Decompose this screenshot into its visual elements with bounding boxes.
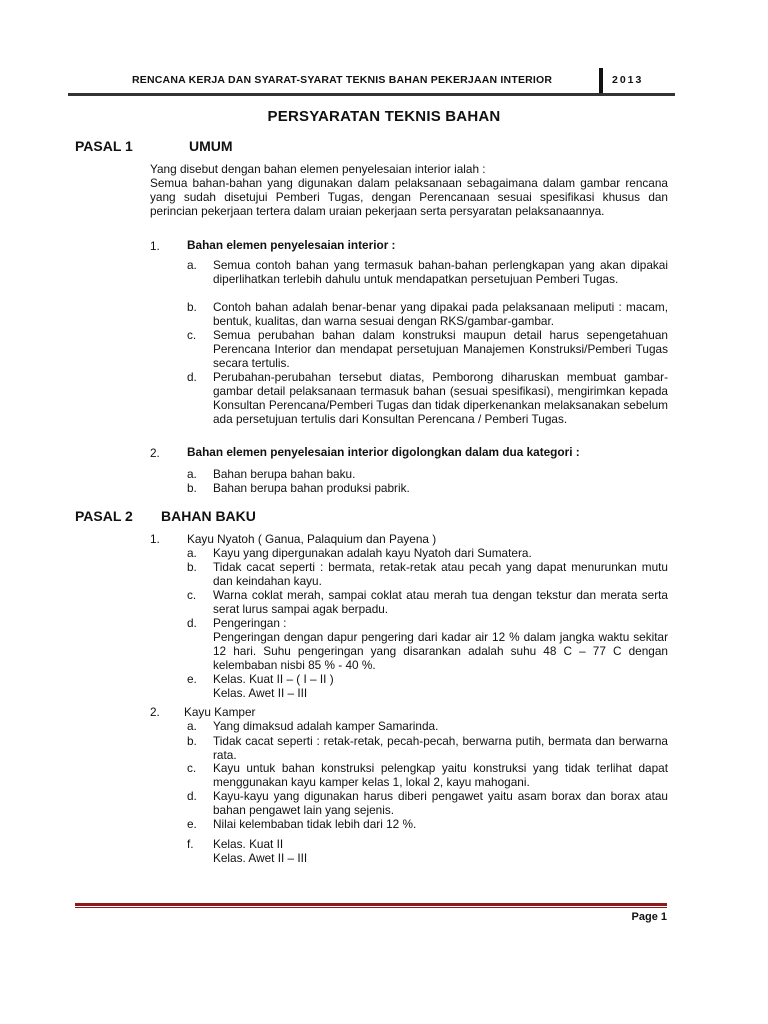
- pasal-2-name: BAHAN BAKU: [161, 508, 256, 524]
- footer-rule: [75, 903, 667, 906]
- pasal-1-number: PASAL 1: [75, 138, 133, 154]
- pasal-1-item-1-b-letter: b.: [187, 300, 197, 314]
- header-rule: [68, 93, 675, 96]
- pasal-1-item-1-b-text: Contoh bahan adalah benar-benar yang dipakai pada pelaksanaan meliputi : macam, bentuk, kualitas, dan warna sesuai dengan RKS/gambar-gambar.: [213, 300, 668, 328]
- pasal-2-item-2-f-line-1: Kelas. Kuat II: [213, 837, 284, 851]
- pasal-2-item-1-heading: Kayu Nyatoh ( Ganua, Palaquium dan Payena ): [187, 532, 437, 546]
- pasal-2-item-1-b-text: Tidak cacat seperti : bermata, retak-retak atau pecah yang dapat menurunkan mutu dan keindahan kayu.: [213, 560, 668, 588]
- pasal-1-item-1-c-letter: c.: [187, 328, 197, 342]
- pasal-1-item-1-d-text: Perubahan-perubahan tersebut diatas, Pemborong diharuskan membuat gambar-gambar detail pelaksanaan termasuk bahan (sesuai spesifikasi), mengirimkan kepada Konsultan Perencana/Pemberi Tugas dan tidak diperkenankan melaksanakan sebelum ada persetujuan tertulis dari Konsultan Perencana / Pemberi Tugas.: [213, 370, 668, 426]
- pasal-2-item-1-e-letter: e.: [187, 672, 197, 686]
- pasal-2-item-2-e-letter: e.: [187, 817, 197, 831]
- pasal-2-item-1-b-letter: b.: [187, 560, 197, 574]
- header-title: RENCANA KERJA DAN SYARAT-SYARAT TEKNIS BAHAN PEKERJAAN INTERIOR: [132, 74, 553, 86]
- pasal-1-intro-1: Yang disebut dengan bahan elemen penyelesaian interior ialah :: [150, 162, 486, 176]
- header-year: 2013: [612, 74, 644, 86]
- pasal-1-item-2-a-text: Bahan berupa bahan baku.: [213, 467, 356, 481]
- pasal-2-item-1-e-line-2: Kelas. Awet II – III: [213, 686, 308, 700]
- pasal-2-item-1-c-letter: c.: [187, 588, 197, 602]
- pasal-2-item-2-heading: Kayu Kamper: [184, 705, 256, 719]
- pasal-1-item-1-heading: Bahan elemen penyelesaian interior :: [187, 238, 396, 252]
- pasal-2-item-1-d-letter: d.: [187, 616, 197, 630]
- pasal-2-item-2-a-text: Yang dimaksud adalah kamper Samarinda.: [213, 719, 439, 733]
- pasal-1-item-1-a-letter: a.: [187, 258, 197, 272]
- pasal-1-item-2-a-letter: a.: [187, 467, 197, 481]
- pasal-2-item-1-d-text: Pengeringan dengan dapur pengering dari kadar air 12 % dalam jangka waktu sekitar 12 hari. Suhu pengeringan yang disarankan adalah suhu 48 C – 77 C dengan kelembaban nisbi 85 % - 40 %.: [213, 630, 668, 672]
- pasal-2-item-2-b-text: Tidak cacat seperti : retak-retak, pecah-pecah, berwarna putih, bermata dan berwarna rata.: [213, 734, 668, 762]
- pasal-1-item-2-number: 2.: [150, 446, 160, 460]
- pasal-2-number: PASAL 2: [75, 508, 133, 524]
- page-number: Page 1: [631, 911, 667, 923]
- pasal-2-item-1-number: 1.: [150, 532, 160, 546]
- pasal-2-item-2-c-letter: c.: [187, 761, 197, 775]
- pasal-1-item-1-c-text: Semua perubahan bahan dalam konstruksi maupun detail harus sepengetahuan Perencana Interior dan mendapat persetujuan Manajemen Konstruksi/Pemberi Tugas secara tertulis.: [213, 328, 668, 370]
- pasal-1-item-1-a-text: Semua contoh bahan yang termasuk bahan-bahan perlengkapan yang akan dipakai diperlihatkan terlebih dahulu untuk mendapatkan persetujuan Pemberi Tugas.: [213, 258, 668, 286]
- pasal-1-intro-2: Semua bahan-bahan yang digunakan dalam pelaksanaan sebagaimana dalam gambar rencana yang sudah disetujui Pemberi Tugas, dengan Perencanaan sesuai spesifikasi khusus dan perincian pekerjaan tertera dalam uraian pekerjaan serta persyaratan pelaksanaannya.: [150, 176, 668, 218]
- pasal-1-name: UMUM: [189, 138, 233, 154]
- pasal-1-item-2-b-letter: b.: [187, 481, 197, 495]
- pasal-2-item-2-f-line-2: Kelas. Awet II – III: [213, 851, 308, 865]
- page-header: [68, 68, 675, 96]
- pasal-1-item-1-number: 1.: [150, 239, 160, 253]
- pasal-2-item-1-a-letter: a.: [187, 546, 197, 560]
- pasal-2-item-2-f-letter: f.: [187, 837, 194, 851]
- pasal-2-item-1-d-heading: Pengeringan :: [213, 616, 287, 630]
- pasal-2-item-1-c-text: Warna coklat merah, sampai coklat atau merah tua dengan tekstur dan merata serta serat lurus sampai agak berpadu.: [213, 588, 668, 616]
- document-title: PERSYARATAN TEKNIS BAHAN: [267, 108, 501, 125]
- pasal-1-item-2-b-text: Bahan berupa bahan produksi pabrik.: [213, 481, 410, 495]
- pasal-2-item-2-c-text: Kayu untuk bahan konstruksi pelengkap yaitu konstruksi yang tidak terlihat dapat menggunakan kayu kamper kelas 1, lokal 2, kayu mahogani.: [213, 761, 668, 789]
- pasal-2-item-1-e-line-1: Kelas. Kuat II – ( I – II ): [213, 672, 334, 686]
- pasal-1-item-1-d-letter: d.: [187, 370, 197, 384]
- pasal-1-item-2-heading: Bahan elemen penyelesaian interior digolongkan dalam dua kategori :: [187, 445, 580, 459]
- pasal-2-item-2-d-text: Kayu-kayu yang digunakan harus diberi pengawet yaitu asam borax dan borax atau bahan pengawet lain yang sejenis.: [213, 789, 668, 817]
- pasal-2-item-2-a-letter: a.: [187, 719, 197, 733]
- pasal-2-item-2-b-letter: b.: [187, 734, 197, 748]
- header-divider: [599, 68, 603, 96]
- pasal-2-item-1-a-text: Kayu yang dipergunakan adalah kayu Nyatoh dari Sumatera.: [213, 546, 532, 560]
- pasal-2-item-2-e-text: Nilai kelembaban tidak lebih dari 12 %.: [213, 817, 417, 831]
- pasal-2-item-2-number: 2.: [150, 705, 160, 719]
- footer-rule-thin: [75, 907, 667, 908]
- pasal-2-item-2-d-letter: d.: [187, 789, 197, 803]
